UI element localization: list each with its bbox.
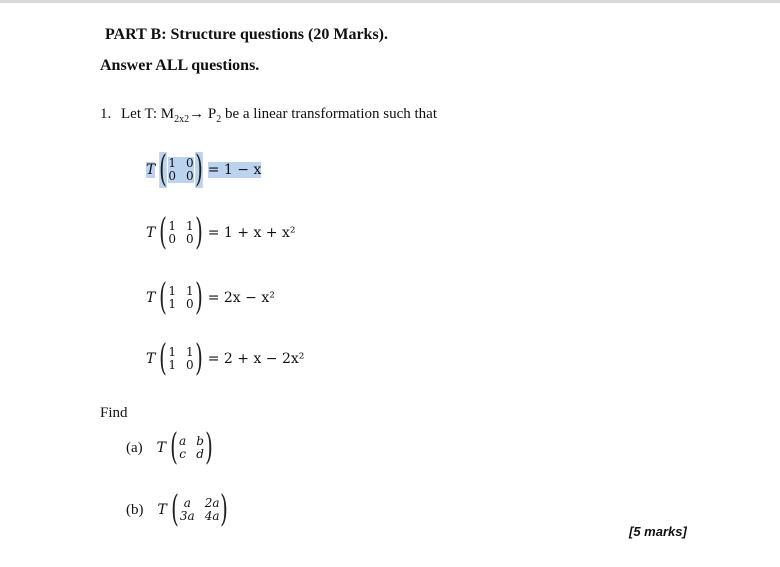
equation-2 (146, 212, 296, 253)
find-label: Find (100, 405, 128, 421)
question-number: 1. (100, 106, 112, 122)
left-paren: ( (171, 489, 179, 530)
equation-rhs: = 1 + x + x² (207, 225, 296, 241)
part-label: (a) (126, 439, 143, 456)
part-matrix: a 2a 3a 4a (179, 496, 220, 523)
equation-1 (146, 149, 262, 190)
left-paren: ( (159, 338, 168, 379)
equation-function: T (146, 225, 156, 241)
top-border (0, 0, 780, 3)
equation-function: T (146, 162, 156, 178)
part-b (126, 489, 232, 530)
equation-3 (146, 277, 275, 318)
question-1 (100, 106, 437, 125)
left-paren: ( (159, 212, 168, 253)
question-text: Let T: $M_{2x2}\to P_2$ be a linear transformation such that (121, 106, 437, 125)
right-paren: ) (205, 427, 213, 468)
left-paren: ( (170, 427, 178, 468)
part-function: T (156, 440, 166, 456)
left-paren: ( (159, 277, 168, 318)
right-paren: ) (194, 149, 203, 190)
equation-matrix: 1 1 0 0 (168, 219, 194, 246)
right-paren: ) (194, 277, 203, 318)
part-matrix: a b c d (179, 434, 204, 461)
equation-4 (146, 338, 305, 379)
right-paren: ) (194, 338, 203, 379)
equation-matrix: 1 1 1 0 (168, 284, 194, 311)
equation-rhs: = 1 − x (207, 162, 262, 178)
equation-function: T (146, 351, 156, 367)
left-paren: ( (159, 149, 168, 190)
instruction: Answer ALL questions. (100, 57, 260, 74)
part-function: T (157, 502, 167, 518)
equation-rhs: = 2x − x² (207, 290, 275, 306)
equation-matrix: 1 1 1 0 (168, 345, 194, 372)
marks-label: [5 marks] (629, 524, 687, 539)
part-a (126, 427, 216, 468)
right-paren: ) (220, 489, 229, 530)
part-heading: PART B: Structure questions (20 Marks). (105, 26, 388, 43)
part-label: (b) (126, 501, 144, 518)
equation-function: T (146, 290, 156, 306)
right-paren: ) (194, 212, 203, 253)
equation-rhs: = 2 + x − 2x² (207, 351, 305, 367)
equation-matrix: 1 0 0 0 (168, 156, 194, 183)
